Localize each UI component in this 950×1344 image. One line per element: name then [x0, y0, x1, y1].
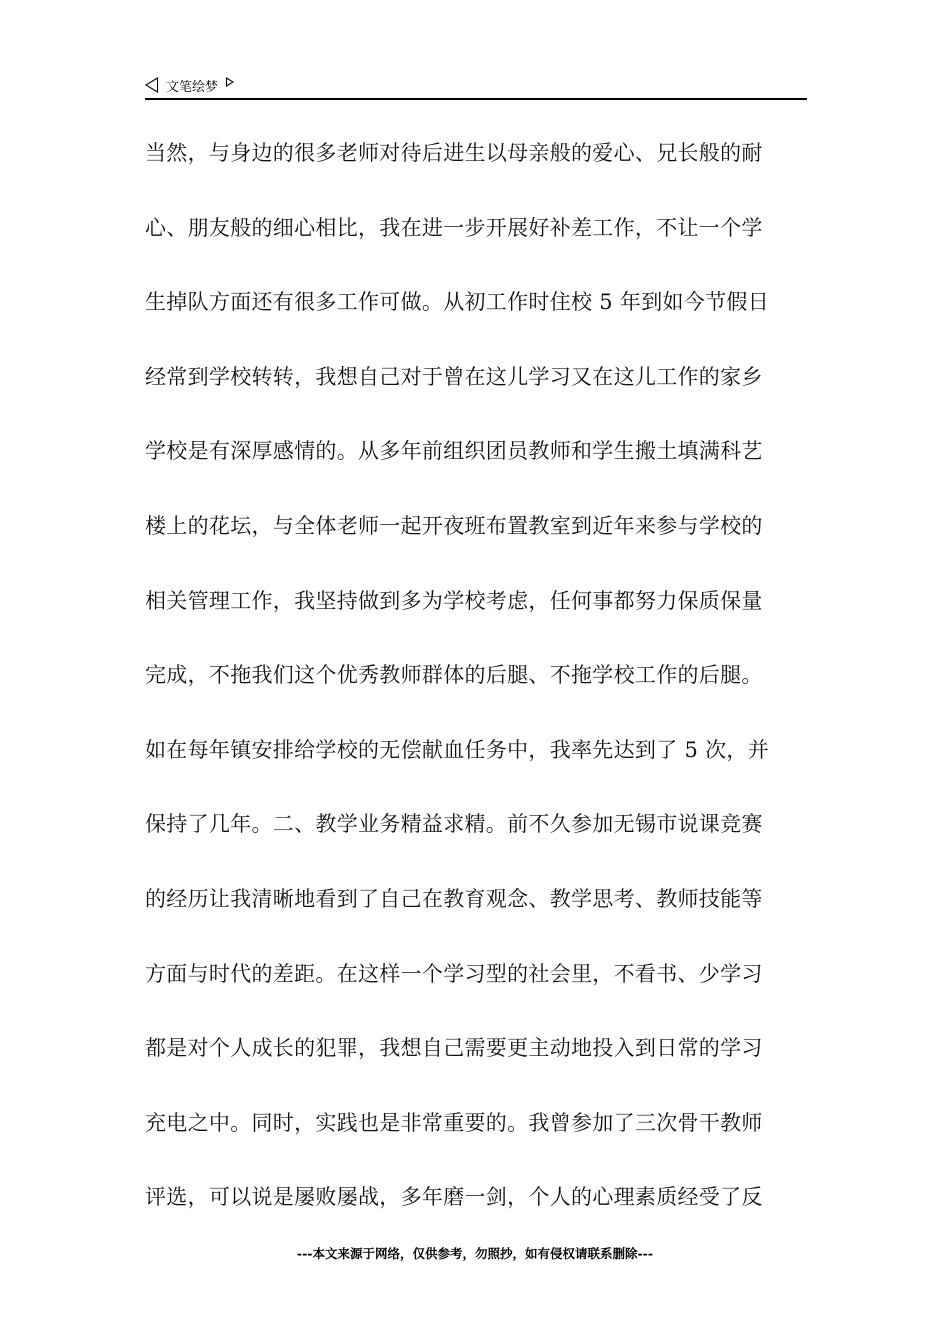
text-line: 心、朋友般的细心相比，我在进一步开展好补差工作，不让一个学: [145, 215, 763, 240]
header-brand: [145, 74, 234, 96]
triangle-right-icon: [226, 77, 234, 87]
text-line: 方面与时代的差距。在这样一个学习型的社会里，不看书、少学习: [145, 961, 763, 986]
triangle-left-icon: [145, 77, 158, 93]
text-line: 相关管理工作，我坚持做到多为学校考虑，任何事都努力保质保量: [145, 588, 763, 613]
text-line: 楼上的花坛，与全体老师一起开夜班布置教室到近年来参与学校的: [145, 513, 763, 538]
body-text: [145, 128, 807, 1247]
footer-disclaimer: ---本文来源于网络，仅供参考，勿照抄，如有侵权请联系删除---: [296, 1246, 654, 1261]
text-line: 学校是有深厚感情的。从多年前组织团员教师和学生搬土填满科艺: [145, 439, 763, 464]
text-line: 当然，与身边的很多老师对待后进生以母亲般的爱心、兄长般的耐: [145, 141, 763, 165]
text-line: 充电之中。同时，实践也是非常重要的。我曾参加了三次骨干教师: [145, 1110, 763, 1135]
page-header: [145, 74, 807, 100]
text-line: 经常到学校转转，我想自己对于曾在这儿学习又在这儿工作的家乡: [145, 364, 763, 389]
text-line: 如在每年镇安排给学校的无偿献血任务中，我率先达到了 5 次，并: [145, 737, 770, 762]
text-line: 评选，可以说是屡败屡战，多年磨一剑，个人的心理素质经受了反: [145, 1185, 763, 1210]
text-line: 的经历让我清晰地看到了自己在教育观念、教学思考、教师技能等: [145, 886, 763, 911]
text-line: 生掉队方面还有很多工作可做。从初工作时住校 5 年到如今节假日: [145, 290, 770, 315]
header-title: 文笔绘梦: [166, 79, 219, 95]
text-line: 保持了几年。二、教学业务精益求精。前不久参加无锡市说课竞赛: [145, 812, 763, 837]
text-line: 都是对个人成长的犯罪，我想自己需要更主动地投入到日常的学习: [145, 1036, 763, 1061]
text-line: 完成，不拖我们这个优秀教师群体的后腿、不拖学校工作的后腿。: [145, 663, 763, 688]
